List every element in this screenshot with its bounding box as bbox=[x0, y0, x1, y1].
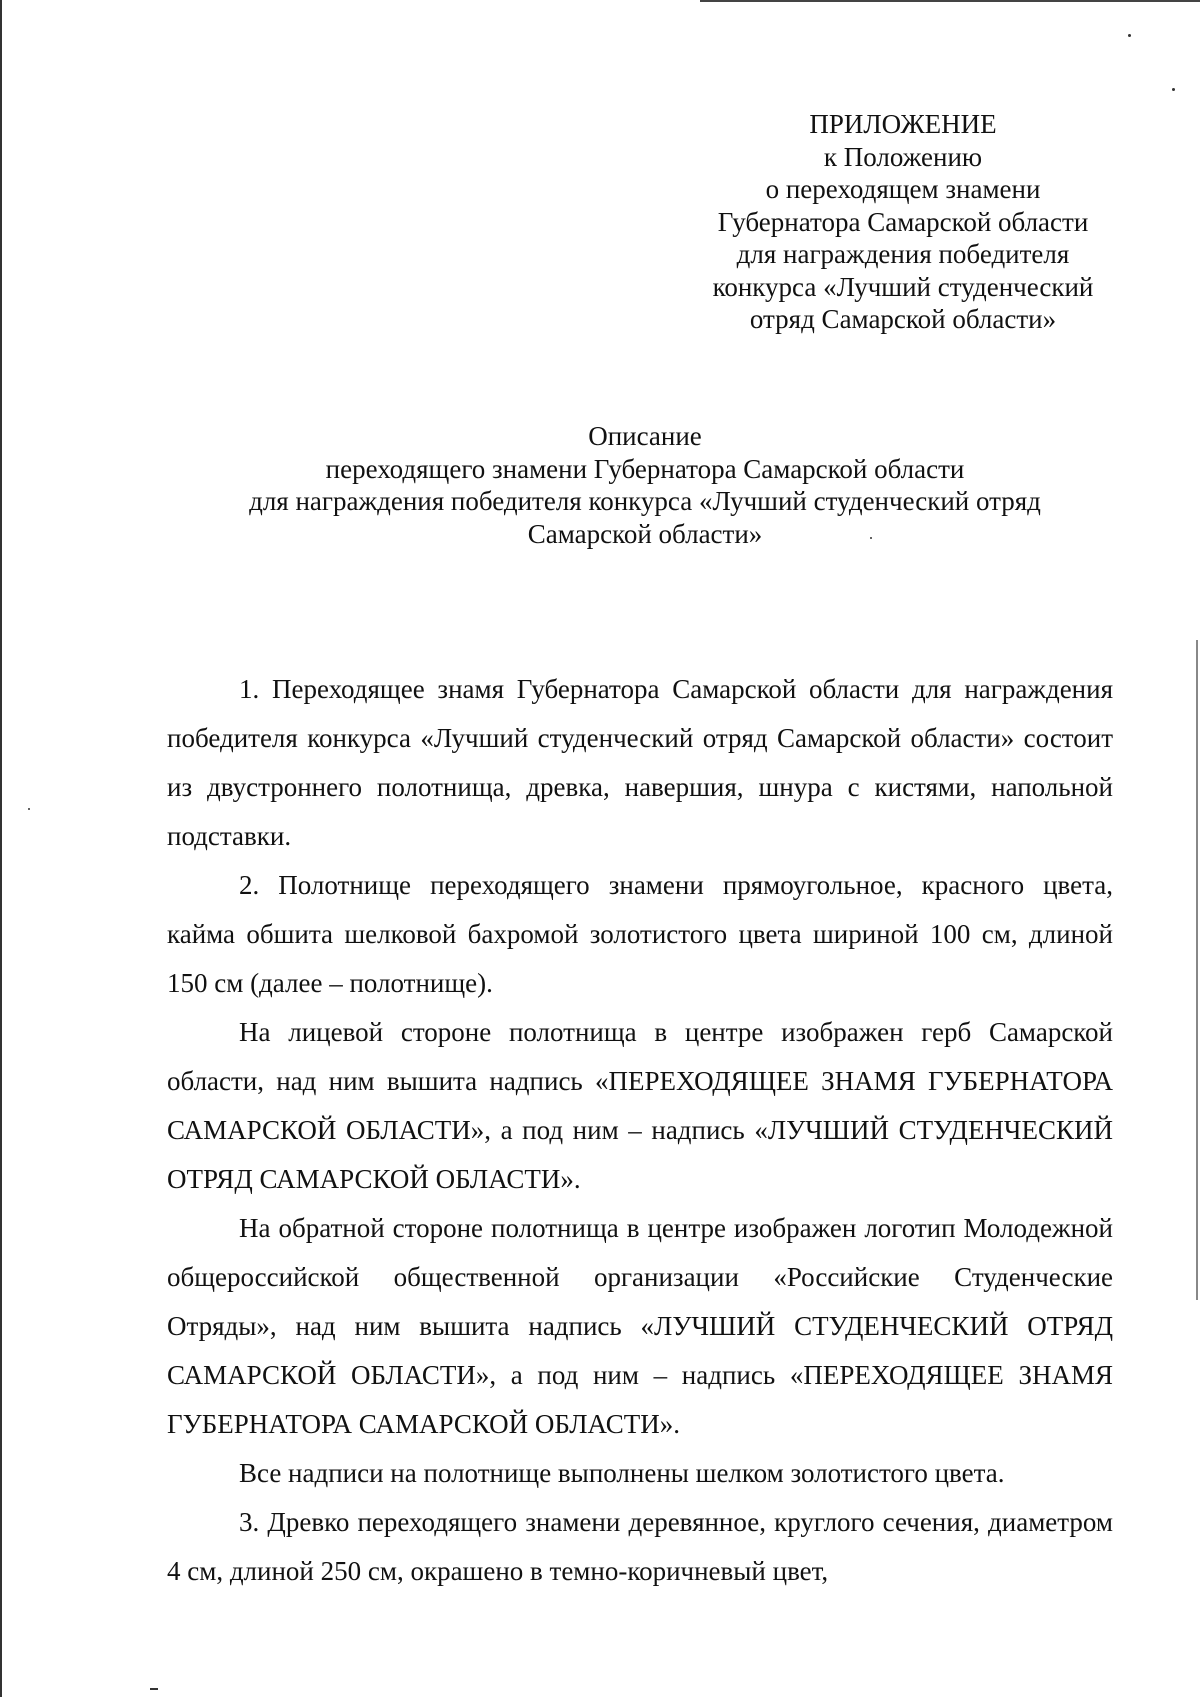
scan-edge-top bbox=[700, 0, 1200, 2]
title-line: Описание bbox=[588, 421, 702, 451]
appendix-line: ПРИЛОЖЕНИЕ bbox=[809, 109, 997, 139]
scan-edge-right bbox=[1196, 640, 1198, 1300]
scan-speck bbox=[1128, 34, 1131, 37]
document-title bbox=[150, 420, 1140, 550]
scan-speck bbox=[28, 808, 30, 810]
paragraph: 2. Полотнище переходящего знамени прямоугольное, красного цвета, кайма обшита шелковой бахромой золотистого цвета шириной 100 см, длиной 150 см (далее – полотнище). bbox=[167, 870, 1113, 998]
title-line: Самарской области» bbox=[527, 518, 763, 549]
scan-speck bbox=[1172, 88, 1175, 91]
title-line: переходящего знамени Губернатора Самарской области bbox=[325, 453, 965, 484]
scan-speck bbox=[150, 1688, 158, 1690]
appendix-line: для награждения победителя bbox=[736, 239, 1070, 269]
appendix-line: о переходящем знамени bbox=[765, 174, 1041, 204]
appendix-header bbox=[660, 108, 1146, 336]
appendix-line: к Положению bbox=[823, 141, 983, 172]
document-body bbox=[167, 665, 1113, 1596]
scan-edge-left bbox=[0, 0, 2, 1697]
paragraph: Все надписи на полотнище выполнены шелком золотистого цвета. bbox=[239, 1458, 1005, 1488]
appendix-line: конкурса «Лучший студенческий bbox=[712, 271, 1094, 302]
paragraph: 3. Древко переходящего знамени деревянное, круглого сечения, диаметром 4 см, длиной 250 см, окрашено в темно-коричневый цвет, bbox=[167, 1507, 1113, 1586]
appendix-line: отряд Самарской области» bbox=[749, 304, 1057, 334]
paragraph: На лицевой стороне полотнища в центре изображен герб Самарской области, над ним вышита надпись «ПЕРЕХОДЯЩЕЕ ЗНАМЯ ГУБЕРНАТОРА САМАРСКОЙ ОБЛАСТИ», а под ним – надпись «ЛУЧШИЙ СТУДЕНЧЕСКИЙ ОТРЯД САМАРСКОЙ ОБЛАСТИ». bbox=[167, 1017, 1113, 1194]
appendix-line: Губернатора Самарской области bbox=[717, 206, 1089, 237]
paragraph: 1. Переходящее знамя Губернатора Самарской области для награждения победителя конкурса «Лучший студенческий отряд Самарской области» состоит из двустроннего полотнища, древка, навершия, шнура с кистями, напольной подставки. bbox=[167, 674, 1113, 851]
paragraph: На обратной стороне полотнища в центре изображен логотип Молодежной общероссийской общественной организации «Российские Студенческие Отряды», над ним вышита надпись «ЛУЧШИЙ СТУДЕНЧЕСКИЙ ОТРЯД САМАРСКОЙ ОБЛАСТИ», а под ним – надпись «ПЕРЕХОДЯЩЕЕ ЗНАМЯ ГУБЕРНАТОРА САМАРСКОЙ ОБЛАСТИ». bbox=[167, 1213, 1113, 1439]
title-line: для награждения победителя конкурса «Лучший студенческий отряд bbox=[249, 486, 1041, 516]
